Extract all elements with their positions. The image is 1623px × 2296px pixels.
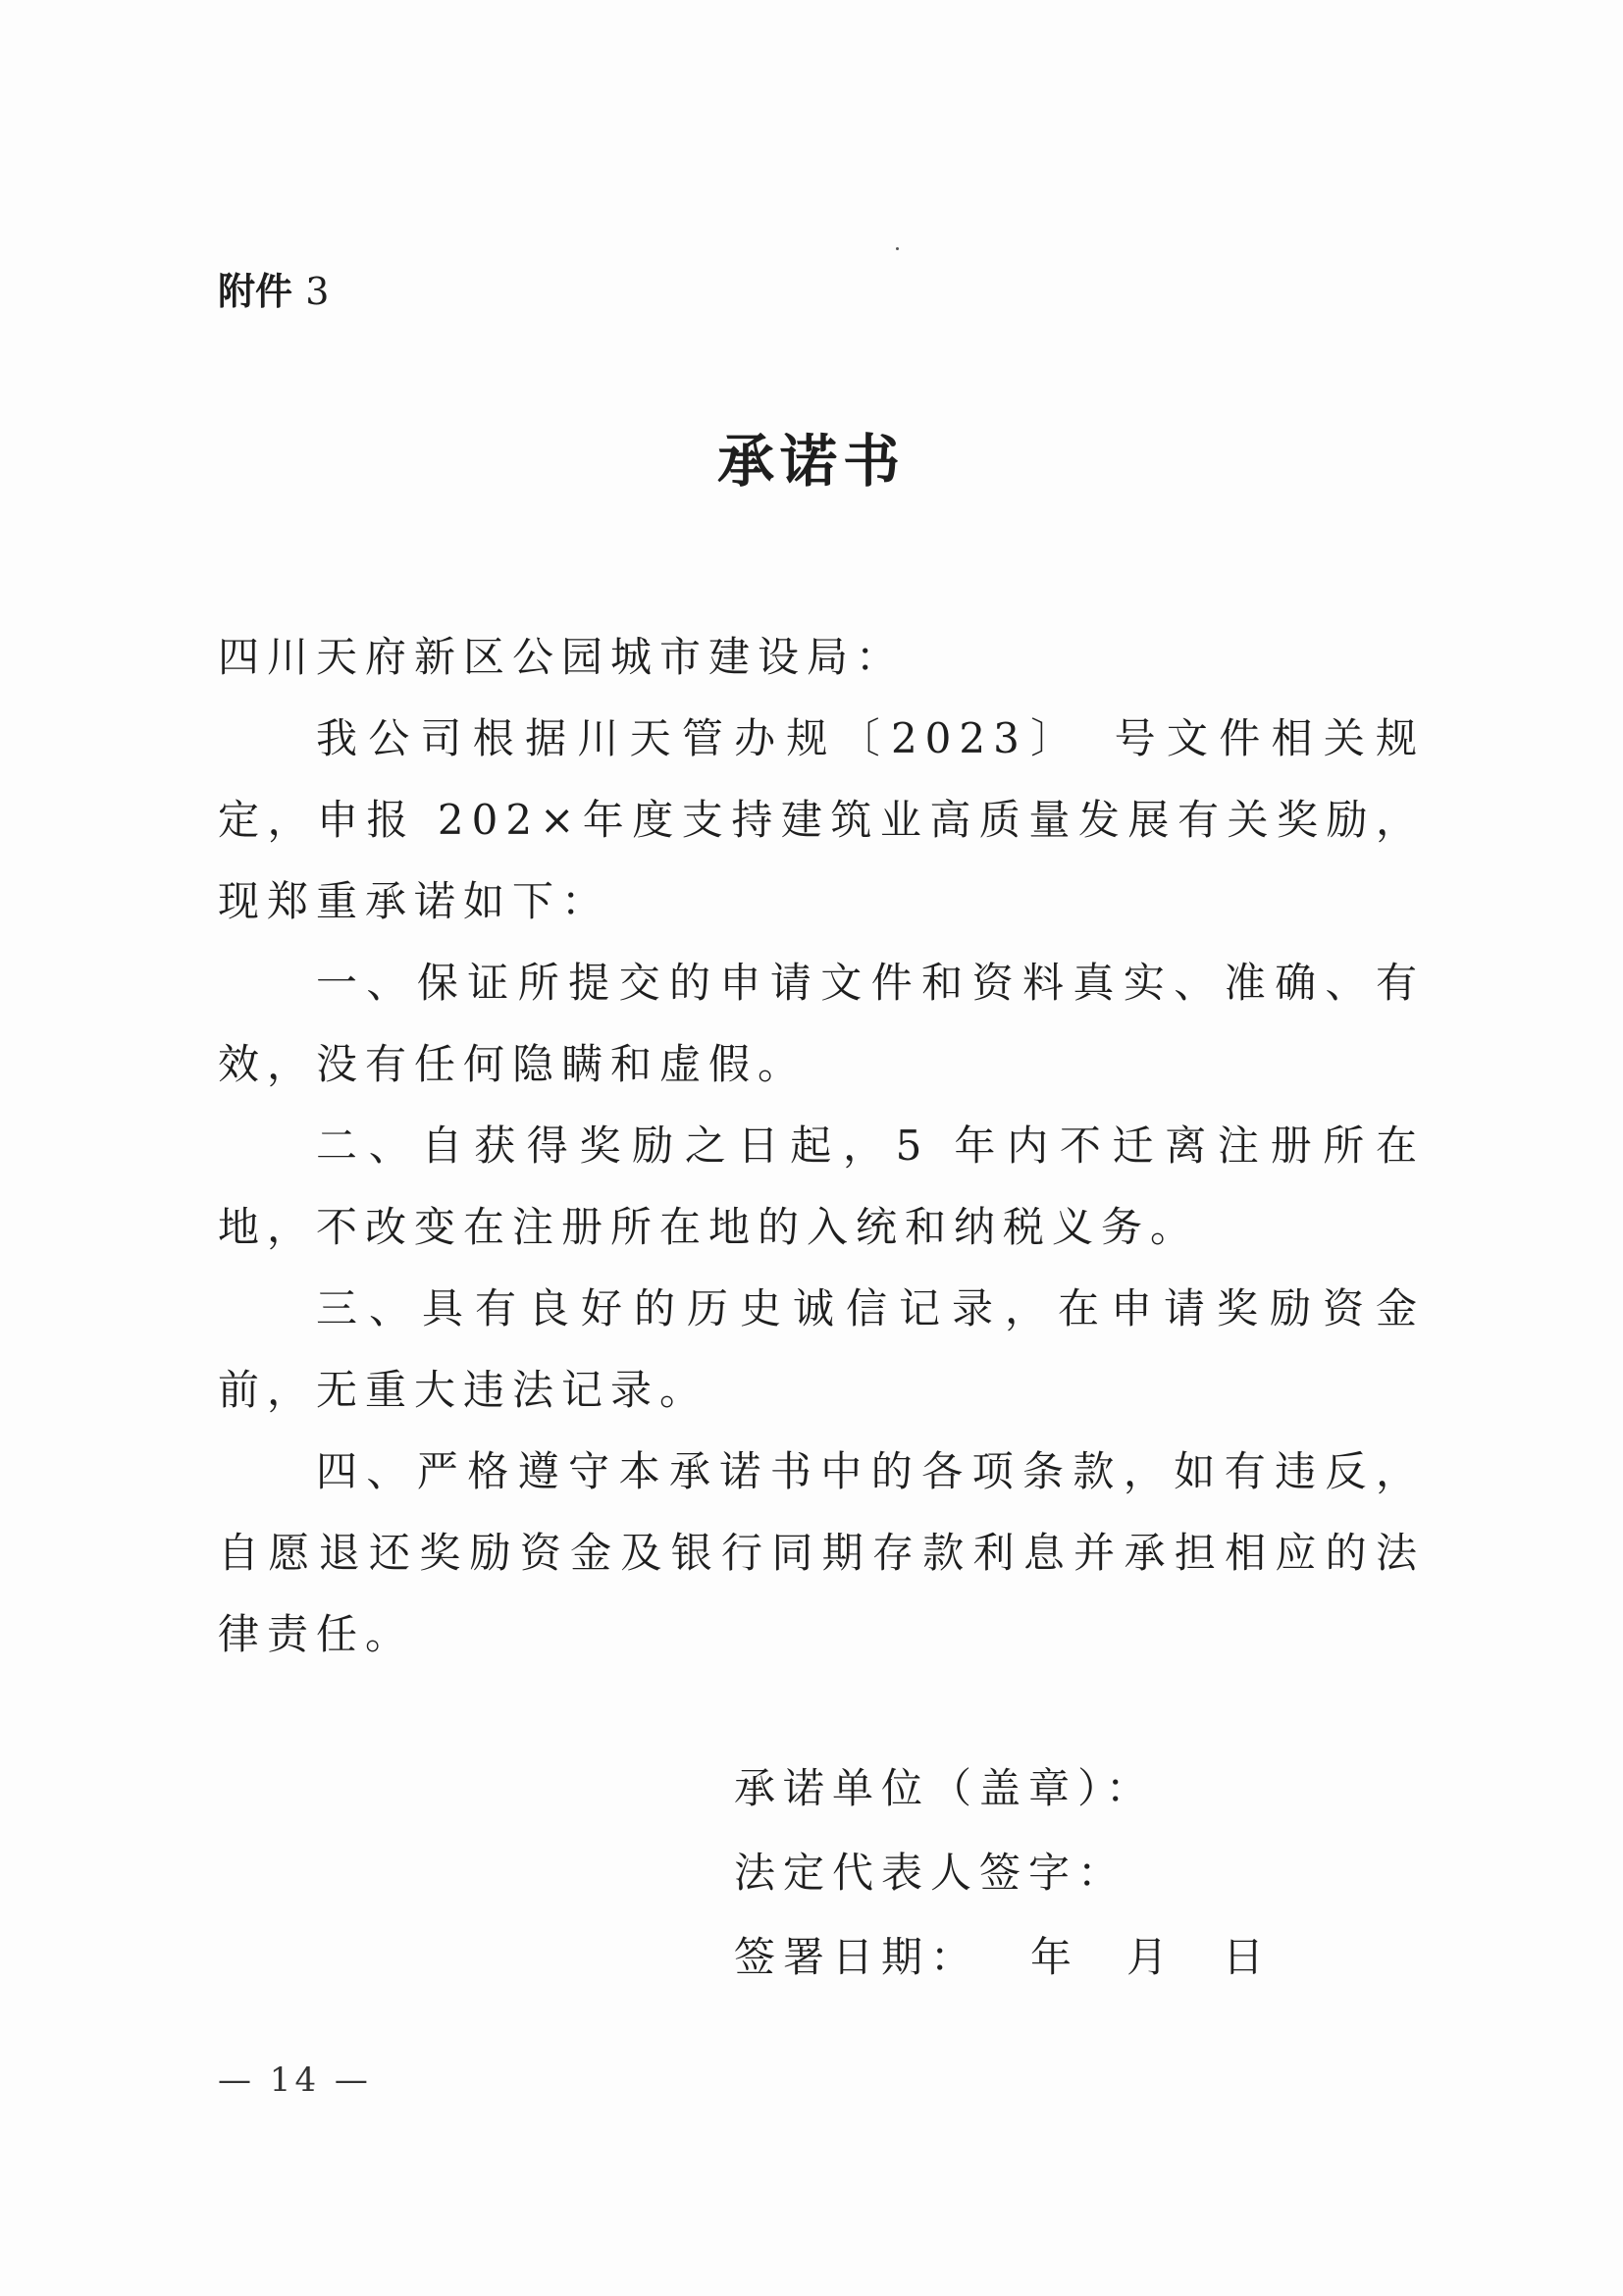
page-number: — 14 — — [218, 2061, 372, 2100]
document-body — [218, 616, 1425, 1675]
signoff-day: 日 — [1223, 1933, 1273, 1981]
intro-paragraph: 我公司根据川天管办规〔2023〕 号文件相关规定，申报 202×年度支持建筑业高质量发展有关奖励，现郑重承诺如下： — [218, 714, 1425, 925]
signoff-month: 月 — [1126, 1933, 1177, 1981]
addressee: 四川天府新区公园城市建设局： — [218, 633, 906, 681]
attachment-number: 3 — [305, 270, 330, 313]
signoff-representative: 法定代表人签字： — [734, 1849, 1127, 1897]
scan-mark — [896, 247, 899, 250]
clause-4: 四、严格遵守本承诺书中的各项条款，如有违反，自愿退还奖励资金及银行同期存款利息并承担相应的法律责任。 — [218, 1447, 1425, 1658]
signoff-year: 年 — [1030, 1933, 1080, 1981]
signoff-block — [734, 1747, 1272, 2000]
signoff-date — [734, 1915, 1272, 2000]
document-title: 承诺书 — [716, 428, 906, 495]
attachment-label-text: 附件 — [218, 270, 293, 313]
clause-2: 二、自获得奖励之日起，5 年内不迁离注册所在地，不改变在注册所在地的入统和纳税义务。 — [218, 1122, 1425, 1251]
clause-1: 一、保证所提交的申请文件和资料真实、准确、有效，没有任何隐瞒和虚假。 — [218, 959, 1425, 1088]
attachment-label — [218, 267, 329, 316]
signoff-date-label: 签署日期： — [734, 1933, 980, 1981]
clause-3: 三、具有良好的历史诚信记录，在申请奖励资金前，无重大违法记录。 — [218, 1284, 1425, 1414]
signoff-unit: 承诺单位（盖章）： — [734, 1764, 1156, 1812]
